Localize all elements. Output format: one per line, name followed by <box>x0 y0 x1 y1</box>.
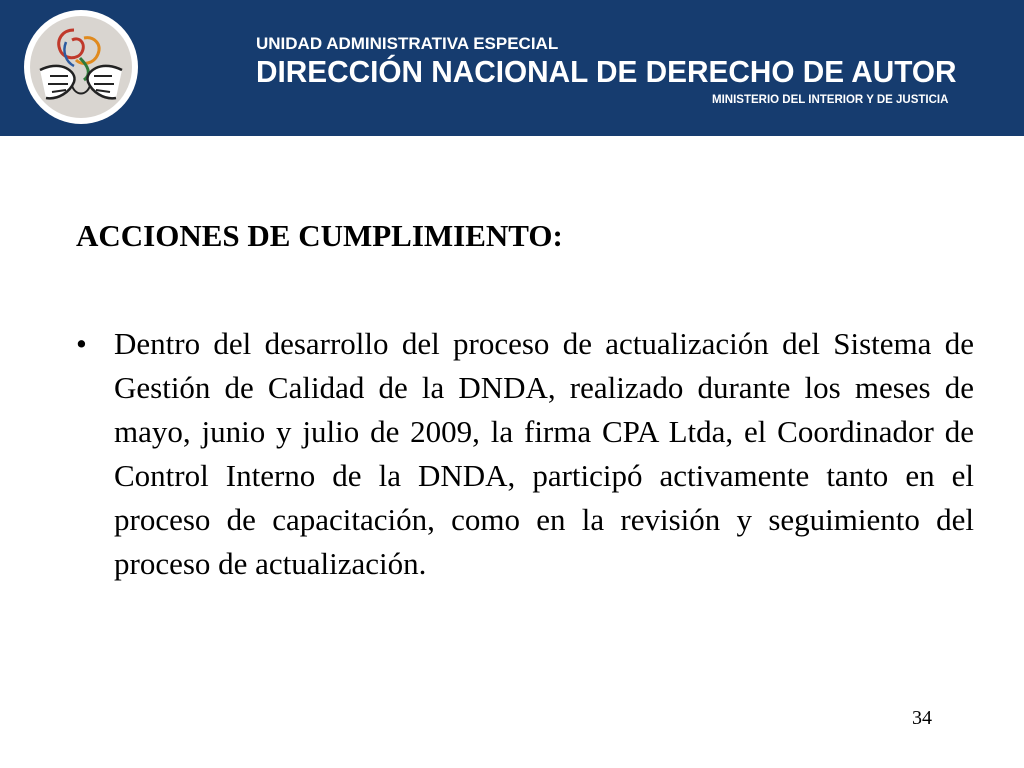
slide-title: ACCIONES DE CUMPLIMIENTO: <box>76 218 563 253</box>
bullet-marker: • <box>76 326 87 361</box>
bullet-text: Dentro del desarrollo del proceso de actualización del Sistema de Gestión de Calidad de la DNDA, realizado durante los meses de mayo, junio y julio de 2009, la firma CPA Ltda, el Coordinador de Control Interno de la DNDA, participó activamente tanto en el proceso de capacitación, como en la revisión y seguimiento del proceso de actualización. <box>114 326 974 581</box>
organization-name: DIRECCIÓN NACIONAL DE DERECHO DE AUTOR <box>256 54 957 89</box>
bullet-item <box>76 322 974 642</box>
slide-number: 34 <box>912 707 932 729</box>
organization-unit: UNIDAD ADMINISTRATIVA ESPECIAL <box>256 34 559 53</box>
ministry-name: MINISTERIO DEL INTERIOR Y DE JUSTICIA <box>712 94 949 106</box>
hands-spiral-emblem-icon <box>22 8 140 126</box>
header-banner <box>0 0 1024 136</box>
